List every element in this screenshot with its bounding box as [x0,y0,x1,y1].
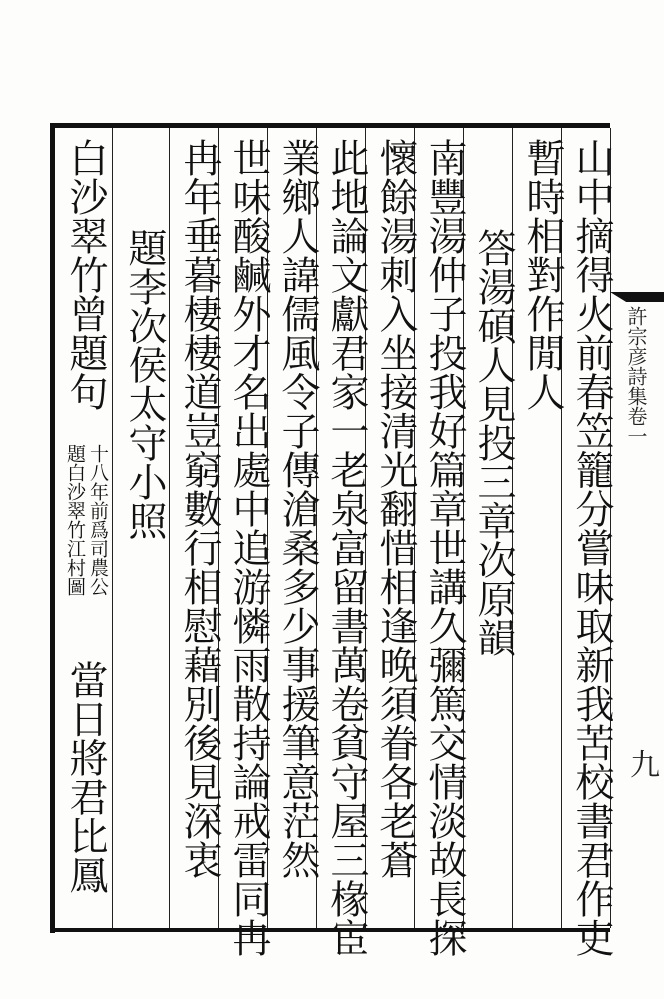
frame-left-border [50,123,55,933]
annotation-column: 十八年前爲司農公 [87,444,109,596]
text-column: 白沙翠竹曾題句 [63,138,108,411]
annotation-column: 題白沙翠竹江村圖 [64,444,86,596]
text-column: 山中摘得火前春笠籠分嘗味取新我苦校書君作吏 [569,138,614,957]
text-column: 業鄉人諱儒風令子傳滄桑多少事援筆意茫然 [275,138,320,879]
text-column: 懷餘湯刺入坐接清光翻惜相逢晚須眷各老蒼 [373,138,418,879]
text-column: 冉年垂暮棲棲道豈窮數行相慰藉別後見深衷 [177,138,222,879]
poem-title: 題李次侯太守小照 [122,228,167,540]
text-column: 暫時相對作閒人 [520,138,565,411]
text-column: 世味酸鹹外才名出處中追游憐雨散持論戒雷同冉 [226,138,271,957]
column-rule [112,128,113,928]
fish-tail-mark [610,292,664,302]
text-column: 南豐湯仲子投我好篇章世講久彌篤交情淡故長探 [422,138,467,957]
poem-title: 答湯碩人見投三章次原韻 [471,228,516,657]
column-rule [169,128,170,928]
margin-title: 許宗彦詩集卷一 [624,306,648,446]
page-number: 九 [630,748,660,783]
frame-top-border [50,123,610,128]
text-column: 此地論文獻君家一老泉富留書萬卷貧守屋三椽宦 [324,138,369,957]
text-column: 當日將君比鳳 [63,660,108,894]
